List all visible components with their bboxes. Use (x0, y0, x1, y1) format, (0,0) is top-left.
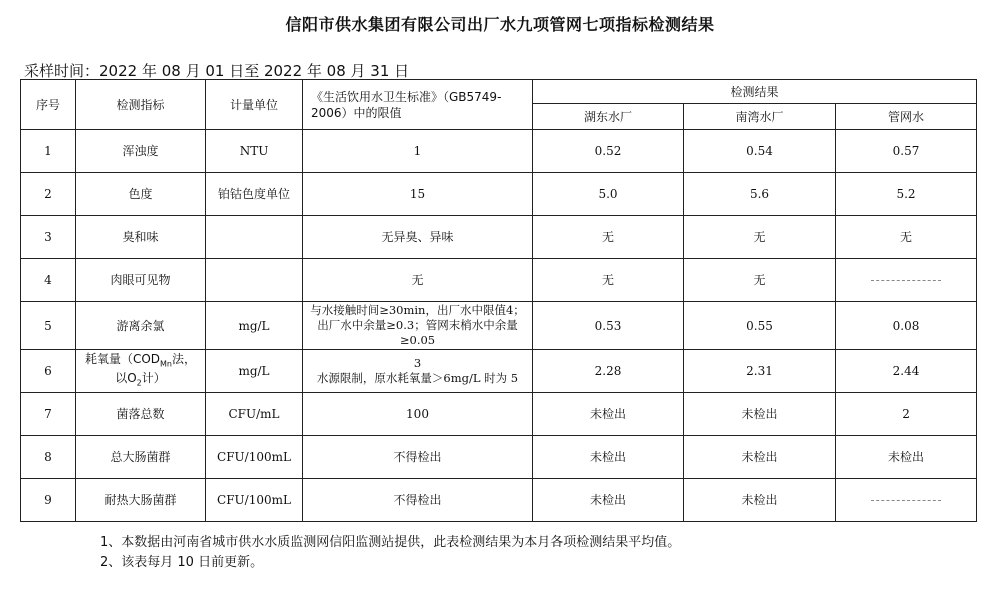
cell-indicator (76, 350, 206, 393)
cell-unit (206, 259, 303, 302)
indicator-part-b: 法，以O (115, 351, 197, 385)
dash-placeholder (871, 280, 941, 281)
cell-indicator: 浑浊度 (76, 130, 206, 173)
cell-plant2: 无 (684, 259, 836, 302)
cell-network-empty (836, 259, 977, 302)
header-plant2: 南湾水厂 (684, 104, 836, 130)
cell-no: 1 (21, 130, 76, 173)
cell-limit (303, 350, 533, 393)
sampling-period: 采样时间：2022 年 08 月 01 日至 2022 年 08 月 31 日 (24, 62, 410, 80)
cell-unit (206, 216, 303, 259)
cell-plant1: 未检出 (533, 436, 684, 479)
cell-network: 2 (836, 393, 977, 436)
cell-unit: CFU/mL (206, 393, 303, 436)
cell-indicator: 臭和味 (76, 216, 206, 259)
cell-network: 5.2 (836, 173, 977, 216)
table-row (21, 173, 977, 216)
cell-network: 未检出 (836, 436, 977, 479)
cell-plant1: 2.28 (533, 350, 684, 393)
cell-limit: 不得检出 (303, 479, 533, 522)
header-no: 序号 (21, 80, 76, 130)
cell-plant1: 0.52 (533, 130, 684, 173)
cell-plant2: 无 (684, 216, 836, 259)
cell-plant2: 未检出 (684, 393, 836, 436)
cell-limit: 100 (303, 393, 533, 436)
cell-plant1: 无 (533, 259, 684, 302)
limit-line-2: 水源限制，原水耗氧量＞6mg/L 时为 5 (316, 371, 519, 385)
cell-no: 5 (21, 302, 76, 350)
footnote-1: 1、本数据由河南省城市供水水质监测网信阳监测站提供，此表检测结果为本月各项检测结果平均值。 (100, 535, 681, 550)
table-row (21, 479, 977, 522)
cell-network: 无 (836, 216, 977, 259)
cell-limit: 无 (303, 259, 533, 302)
cell-limit: 与水接触时间≥30min，出厂水中限值4；出厂水中余量≥0.3；管网末梢水中余量≥0.05 (303, 302, 533, 350)
cell-limit: 1 (303, 130, 533, 173)
limit-line-1: 3 (413, 356, 422, 370)
cell-unit: 铂钴色度单位 (206, 173, 303, 216)
table-row (21, 350, 977, 393)
cell-no: 9 (21, 479, 76, 522)
cell-network: 0.57 (836, 130, 977, 173)
cell-no: 7 (21, 393, 76, 436)
indicator-part-c: 计） (141, 371, 166, 385)
cell-unit: mg/L (206, 302, 303, 350)
cell-limit: 15 (303, 173, 533, 216)
cell-unit: NTU (206, 130, 303, 173)
table-row (21, 216, 977, 259)
table-row (21, 436, 977, 479)
table-row (21, 259, 977, 302)
cell-network: 0.08 (836, 302, 977, 350)
header-indicator: 检测指标 (76, 80, 206, 130)
cell-plant1: 未检出 (533, 479, 684, 522)
footnotes (100, 533, 680, 573)
cell-plant2: 5.6 (684, 173, 836, 216)
cell-plant2: 0.55 (684, 302, 836, 350)
cell-unit: CFU/100mL (206, 479, 303, 522)
cell-indicator: 游离余氯 (76, 302, 206, 350)
indicator-part-a: 耗氧量（COD (84, 351, 161, 366)
header-network: 管网水 (836, 104, 977, 130)
cell-no: 2 (21, 173, 76, 216)
header-results: 检测结果 (533, 80, 977, 104)
cell-indicator: 耐热大肠菌群 (76, 479, 206, 522)
cell-plant1: 0.53 (533, 302, 684, 350)
footnote-2: 2、该表每月 10 日前更新。 (100, 555, 264, 570)
cell-limit: 无异臭、异味 (303, 216, 533, 259)
cell-plant2: 未检出 (684, 479, 836, 522)
indicator-sub-2: 2 (136, 378, 142, 388)
results-table (20, 79, 977, 522)
cell-indicator: 色度 (76, 173, 206, 216)
cell-indicator: 菌落总数 (76, 393, 206, 436)
cell-plant1: 无 (533, 216, 684, 259)
cell-no: 8 (21, 436, 76, 479)
cell-indicator: 肉眼可见物 (76, 259, 206, 302)
cell-plant1: 未检出 (533, 393, 684, 436)
cell-network: 2.44 (836, 350, 977, 393)
dash-placeholder (871, 500, 941, 501)
cell-indicator: 总大肠菌群 (76, 436, 206, 479)
cell-plant2: 0.54 (684, 130, 836, 173)
indicator-sub-mn: Mn (160, 359, 173, 368)
cell-unit: mg/L (206, 350, 303, 393)
header-plant1: 湖东水厂 (533, 104, 684, 130)
cell-no: 6 (21, 350, 76, 393)
header-unit: 计量单位 (206, 80, 303, 130)
cell-no: 3 (21, 216, 76, 259)
table-row (21, 393, 977, 436)
cell-limit: 不得检出 (303, 436, 533, 479)
table-row (21, 130, 977, 173)
cell-unit: CFU/100mL (206, 436, 303, 479)
document-title: 信阳市供水集团有限公司出厂水九项管网七项指标检测结果 (285, 15, 715, 34)
cell-plant2: 2.31 (684, 350, 836, 393)
cell-plant2: 未检出 (684, 436, 836, 479)
cell-plant1: 5.0 (533, 173, 684, 216)
cell-network-empty (836, 479, 977, 522)
cell-no: 4 (21, 259, 76, 302)
table-row (21, 302, 977, 350)
header-limit: 《生活饮用水卫生标准》（GB5749-2006）中的限值 (303, 80, 533, 130)
